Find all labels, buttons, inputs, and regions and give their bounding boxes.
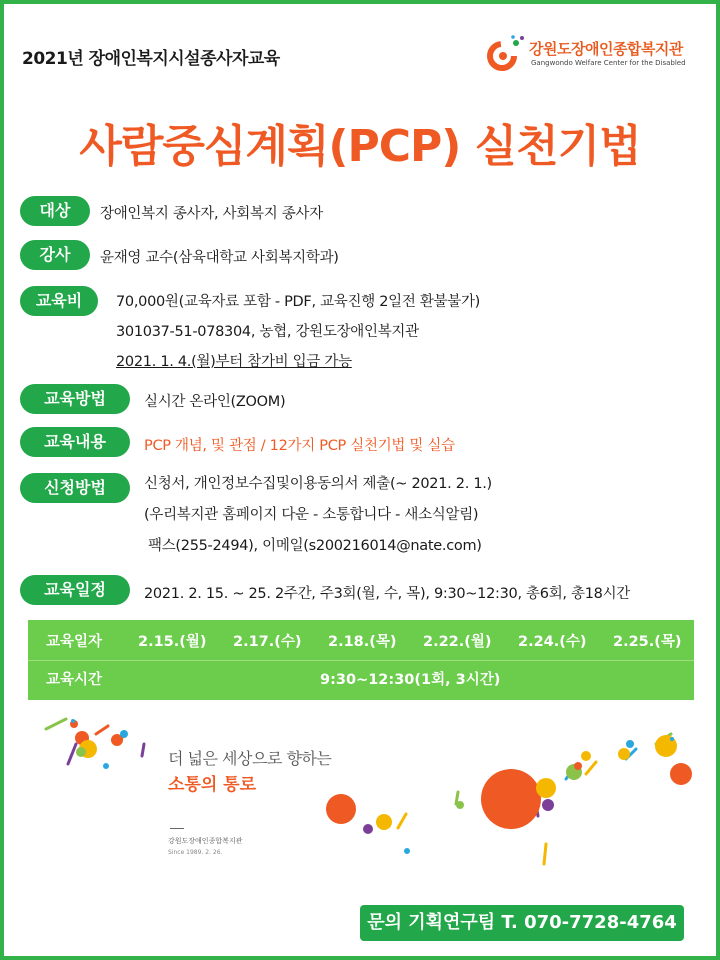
- fee-label-badge: 교육비: [20, 286, 98, 316]
- main-title: 사람중심계획(PCP) 실천기법: [79, 121, 641, 172]
- fee-line-1: 70,000원(교육자료 포함 - PDF, 교육진행 2일전 환불불가): [116, 294, 481, 310]
- date-header-cell: 교육일자: [46, 634, 103, 650]
- date-cell: 2.22.(월): [423, 634, 492, 650]
- banner-since: Since 1989. 2. 26.: [168, 849, 223, 856]
- target-label-badge: 대상: [20, 196, 90, 226]
- lecturer-value: 윤재영 교수(삼육대학교 사회복지학과): [100, 250, 339, 266]
- method-label-badge: 교육방법: [20, 384, 130, 414]
- target-value: 장애인복지 종사자, 사회복지 종사자: [100, 206, 323, 222]
- date-cell: 2.18.(목): [328, 634, 397, 650]
- time-header-cell: 교육시간: [46, 672, 103, 688]
- date-cell: 2.17.(수): [233, 634, 302, 650]
- org-logo: [486, 34, 701, 74]
- schedule-table: [28, 620, 694, 700]
- date-cell: 2.25.(목): [613, 634, 682, 650]
- schedule-label-badge: 교육일정: [20, 575, 130, 605]
- time-value-cell: 9:30~12:30(1회, 3시간): [320, 672, 501, 688]
- date-cell: 2.24.(수): [518, 634, 587, 650]
- apply-line-1: 신청서, 개인정보수집및이용동의서 제출(~ 2021. 2. 1.): [144, 476, 492, 492]
- fee-line-3: 2021. 1. 4.(월)부터 참가비 입금 가능: [116, 354, 352, 370]
- banner-slogan-line-1: 더 넓은 세상으로 향하는: [168, 749, 332, 768]
- banner-slogan-line-2: 소통의 통로: [168, 775, 257, 795]
- date-cell: 2.15.(월): [138, 634, 207, 650]
- apply-line-2: (우리복지관 홈페이지 다운 - 소통합니다 - 새소식알림): [144, 507, 479, 523]
- schedule-value: 2021. 2. 15. ~ 25. 2주간, 주3회(월, 수, 목), 9:30~12:30, 총6회, 총18시간: [144, 586, 630, 602]
- contact-info-box: 문의 기획연구팀 T. 070-7728-4764: [360, 905, 684, 941]
- banner-divider: [170, 828, 184, 829]
- event-series-title: 2021년 장애인복지시설종사자교육: [22, 49, 280, 69]
- org-logo-icon: [486, 34, 528, 74]
- org-logo-name: 강원도장애인종합복지관: [529, 40, 683, 58]
- apply-label-badge: 신청방법: [20, 473, 130, 503]
- banner-org-name: 강원도장애인종합복지관: [168, 837, 243, 845]
- schedule-table-divider: [28, 660, 694, 661]
- fee-line-2: 301037-51-078304, 농협, 강원도장애인복지관: [116, 324, 419, 340]
- org-logo-subtitle: Gangwondo Welfare Center for the Disabled: [531, 59, 686, 67]
- content-value: PCP 개념, 및 관점 / 12가지 PCP 실천기법 및 실습: [144, 438, 455, 454]
- decorative-dots-art: [26, 704, 694, 899]
- content-label-badge: 교육내용: [20, 427, 130, 457]
- method-value: 실시간 온라인(ZOOM): [144, 394, 286, 410]
- lecturer-label-badge: 강사: [20, 240, 90, 270]
- apply-line-3: 팩스(255-2494), 이메일(s200216014@nate.com): [148, 538, 482, 554]
